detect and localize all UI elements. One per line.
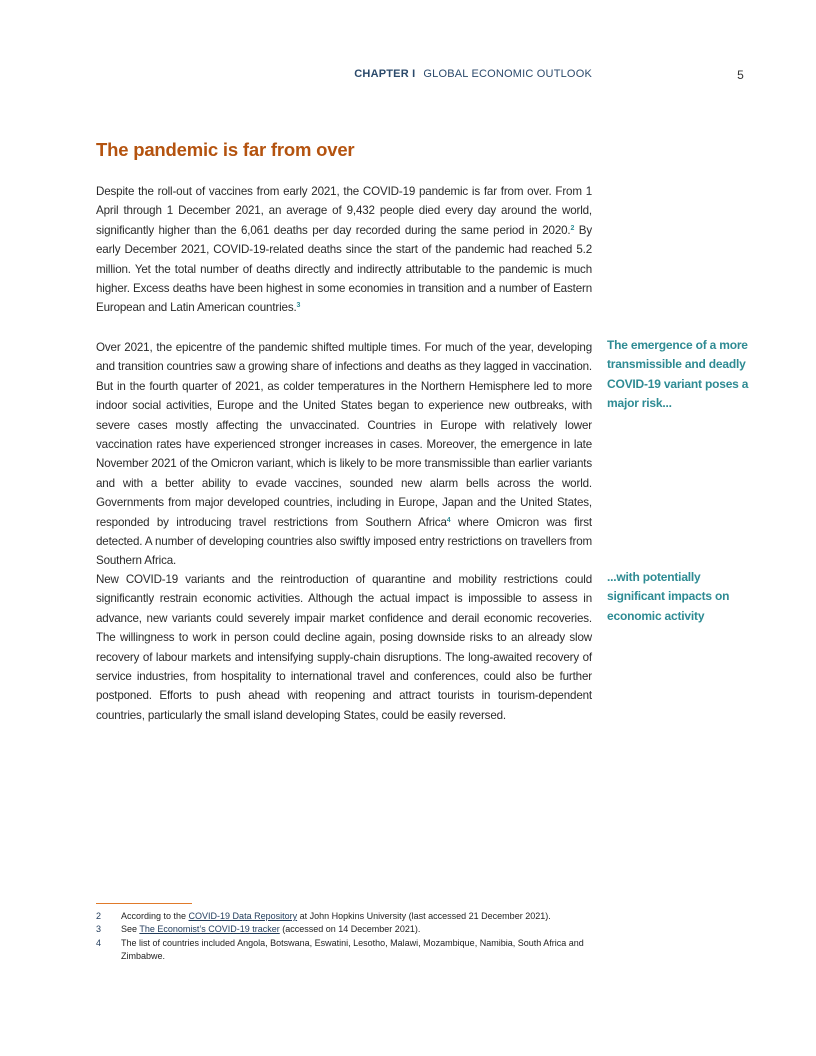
sidebar-note-2: ...with potentially significant impacts on economic activity [607, 570, 730, 623]
footnote-ref-2[interactable]: 2 [570, 224, 575, 232]
paragraph-2-text-a: Over 2021, the epicentre of the pandemic shifted multiple times. For much of the year, developing and transition countries saw a growing share of infections and deaths as they lagged in vaccination. But in the fourth quarter of 2021, as colder temperatures in the Northern Hemisphere led to more indoor social activities, Europe and the United States began to experience new outbreaks, with severe cases mostly affecting the unvaccinated. Countries in Europe with relatively lower vaccination rates have experienced stronger increases in cases. Moreover, the emergence in late November 2021 of the Omicron variant, which is likely to be more transmissible than earlier variants and with a better ability to evade vaccines, sounded new alarm bells across the world. Governments from major developed countries, including in Europe, Japan and the United States, responded by introducing travel restrictions from Southern Africa [96, 341, 592, 529]
chapter-title: GLOBAL ECONOMIC OUTLOOK [423, 68, 592, 80]
page-number: 5 [737, 68, 744, 82]
chapter-label: CHAPTER I [354, 68, 416, 80]
footnote-text: According to the [121, 911, 189, 921]
footnote-4 [96, 937, 592, 964]
footnotes [96, 910, 592, 964]
covid-data-repository-link[interactable]: COVID-19 Data Repository [188, 911, 298, 921]
paragraph-3 [96, 570, 592, 725]
footnote-ref-3[interactable]: 3 [296, 302, 301, 310]
footnote-number: 4 [96, 937, 102, 948]
paragraph-1 [96, 182, 592, 318]
footnote-2 [96, 910, 592, 923]
section-title: The pandemic is far from over [96, 139, 355, 160]
footnote-divider [96, 903, 192, 904]
footnote-text: (accessed on 14 December 2021). [279, 924, 421, 935]
footnote-number: 3 [96, 924, 102, 935]
footnote-text: The list of countries included Angola, Botswana, Eswatini, Lesotho, Malawi, Mozambique, Namibia, South Africa and Zimbabwe. [121, 937, 584, 962]
running-head [354, 68, 592, 80]
paragraph-3-text: New COVID-19 variants and the reintroduction of quarantine and mobility restrictions could significantly restrain economic activities. Although the actual impact is impossible to assess in advance, new variants could severely impair market confidence and derail economic recoveries. The willingness to work in person could decline again, posing downside risks to an already slow recovery of labour markets and intensifying supply-chain disruptions. The long-awaited recovery of service industries, from hospitality to international travel and conferences, could also be further postponed. Efforts to push ahead with reopening and attract tourists in tourism-dependent countries, particularly the small island developing States, could be easily reversed. [96, 573, 592, 722]
paragraph-1-text-b: By early December 2021, COVID-19-related deaths since the start of the pandemic had reached 5.2 million. Yet the total number of deaths directly and indirectly attributable to the pandemic is much higher. Excess deaths have been highest in some economies in transition and a number of Eastern European and Latin American countries. [96, 223, 592, 315]
paragraph-2 [96, 338, 592, 571]
paragraph-1-text-a: Despite the roll-out of vaccines from early 2021, the COVID-19 pandemic is far from over. From 1 April through 1 December 2021, an average of 9,432 people died every day around the world, significantly higher than the 6,061 deaths per day recorded during the same period in 2020. [96, 185, 592, 237]
footnote-number: 2 [96, 911, 102, 921]
economist-tracker-link[interactable]: The Economist’s COVID-19 tracker [139, 924, 280, 935]
footnote-ref-4[interactable]: 4 [446, 516, 451, 524]
footnote-3 [96, 923, 592, 936]
sidebar-note-1: The emergence of a more transmissible and deadly COVID-19 variant poses a major risk... [607, 338, 749, 411]
paragraph-2-text-b: where Omicron was first detected. A number of developing countries also swiftly imposed entry restrictions on travellers from Southern Africa. [96, 515, 592, 568]
footnote-text: at John Hopkins University (last accessed 21 December 2021). [297, 911, 551, 921]
page-header [96, 68, 744, 84]
footnote-text: See [121, 924, 140, 935]
